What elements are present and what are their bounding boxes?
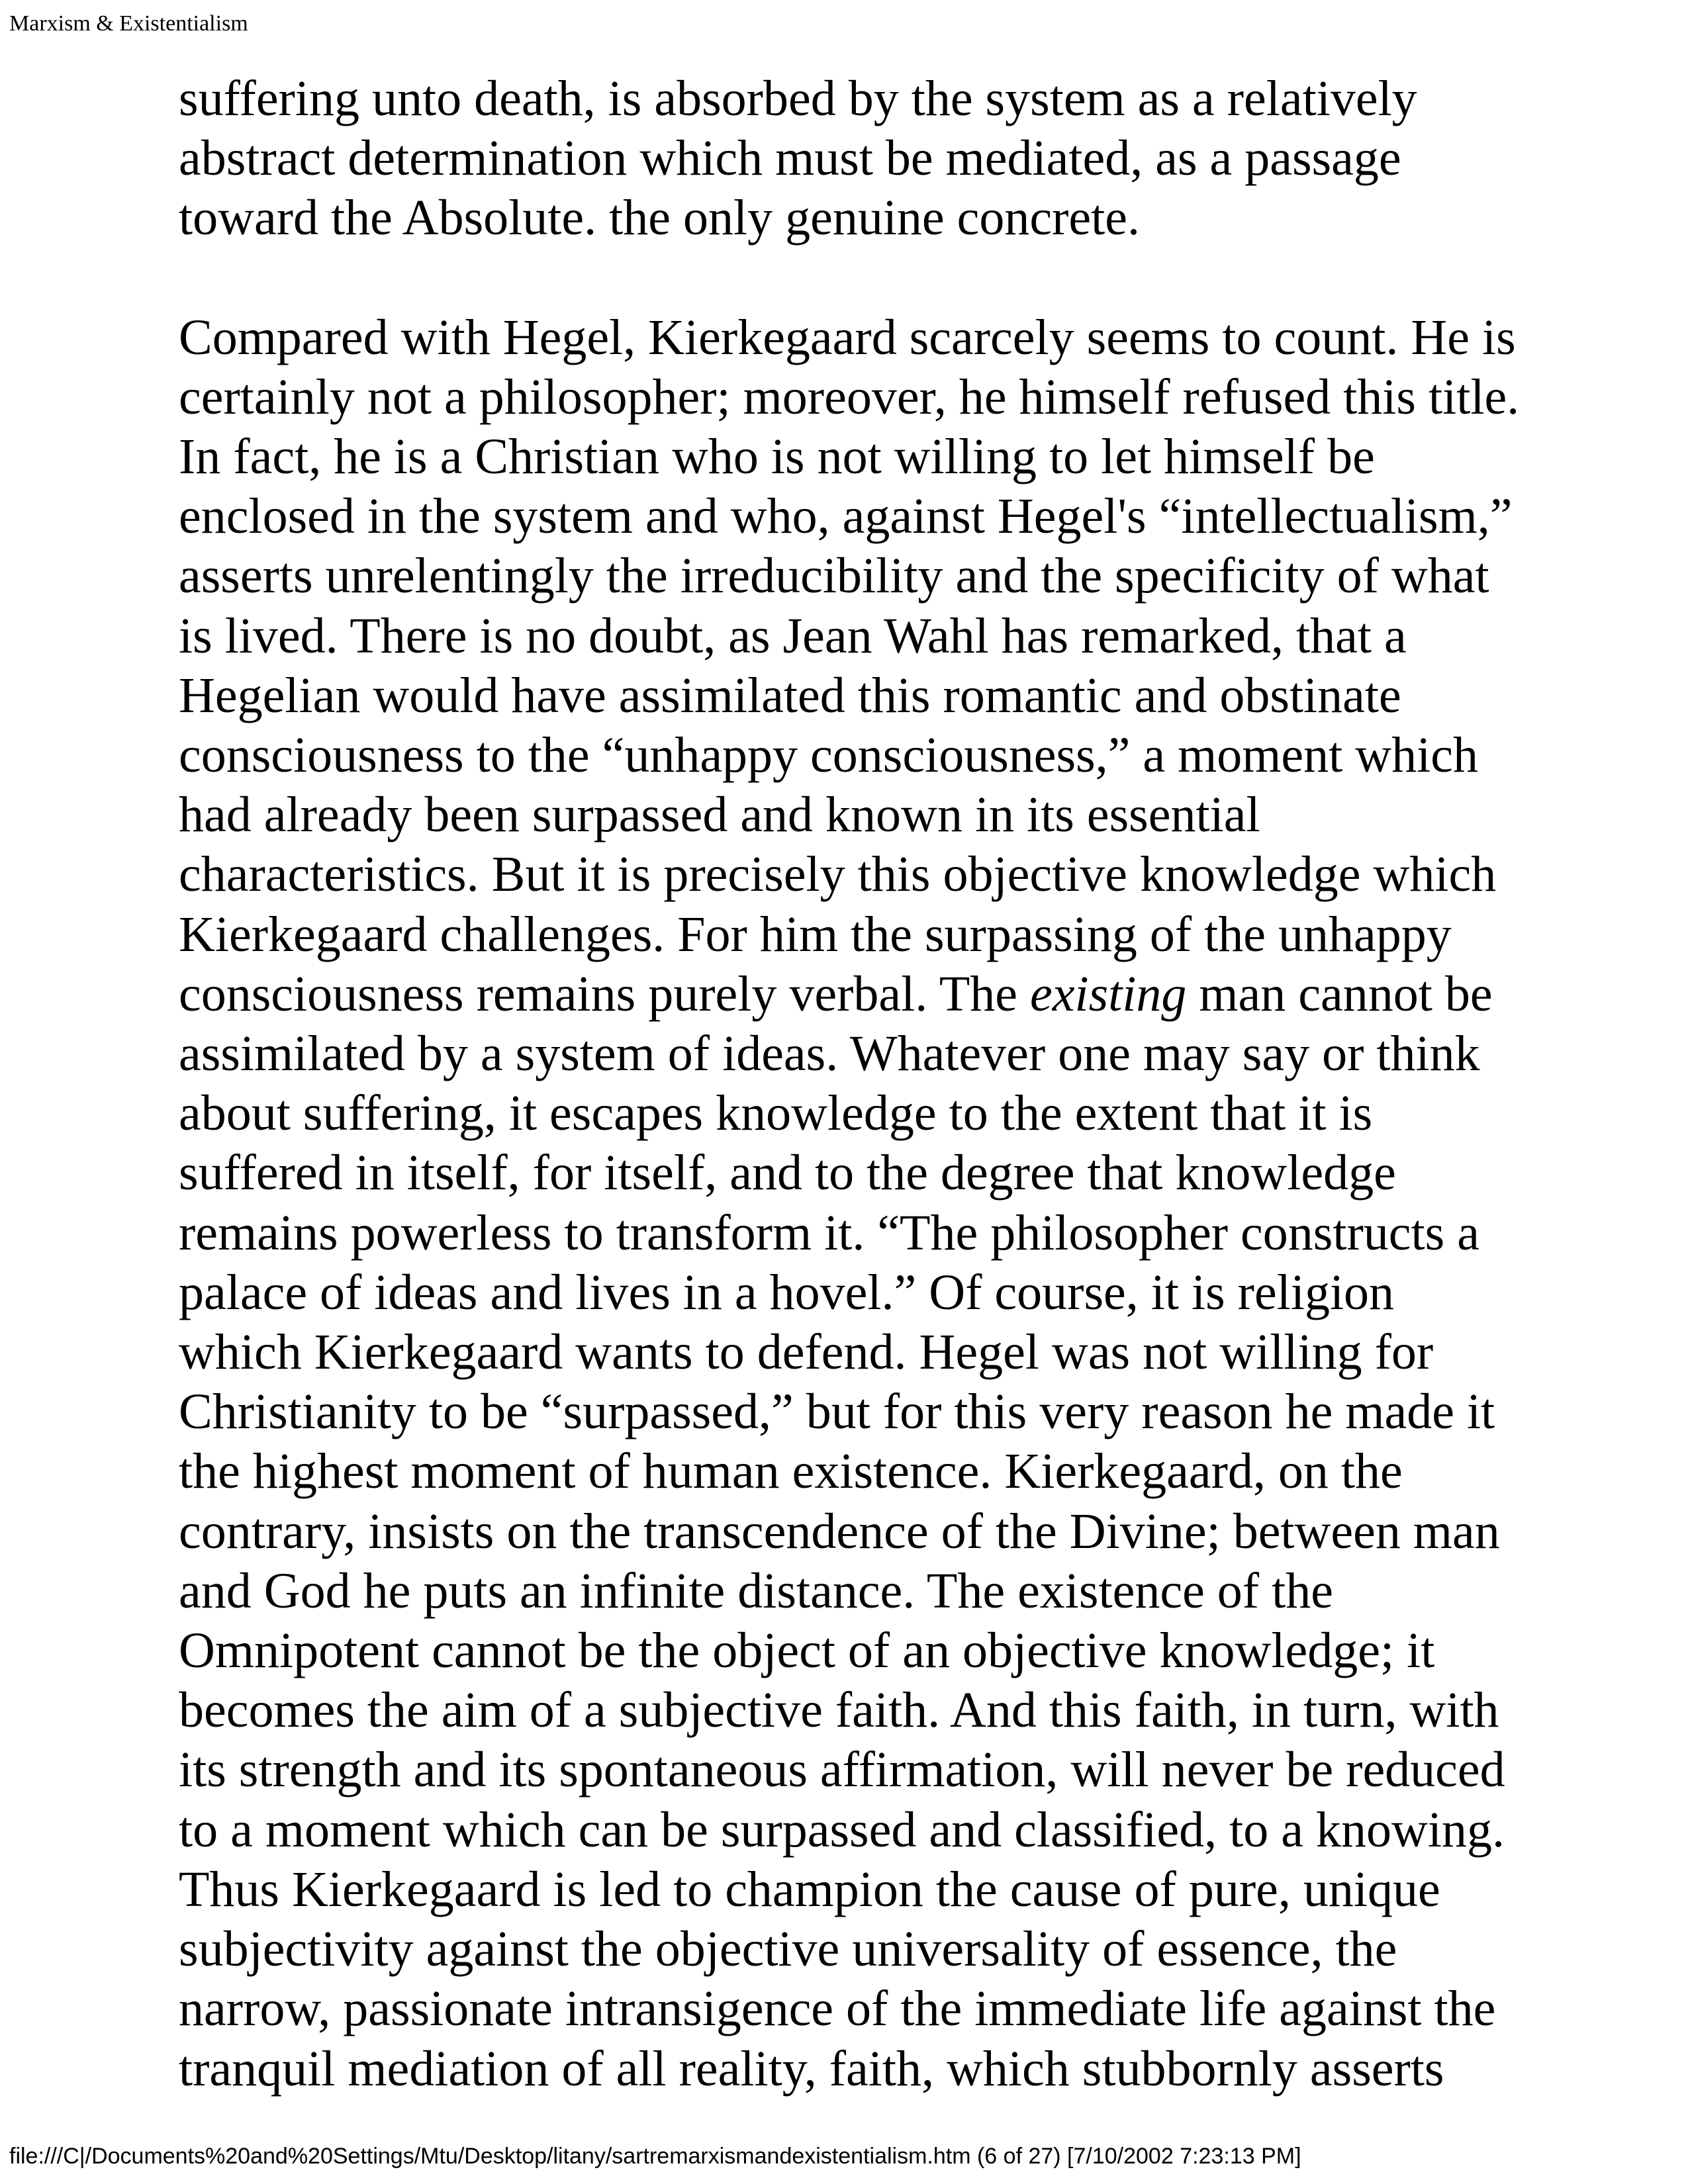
text-line: Christianity to be “surpassed,” but for this very reason he made it (179, 1384, 1495, 1440)
text-line: narrow, passionate intransigence of the immediate life against the (179, 1981, 1496, 2037)
text-segment: consciousness remains purely verbal. The (179, 966, 1031, 1022)
text-line: palace of ideas and lives in a hovel.” Of course, it is religion (179, 1264, 1395, 1320)
text-line: had already been surpassed and known in its essential (179, 787, 1260, 843)
text-line: toward the Absolute. the only genuine concrete. (179, 190, 1141, 246)
text-line: Kierkegaard challenges. For him the surpassing of the unhappy (179, 906, 1452, 962)
text-line: In fact, he is a Christian who is not willing to let himself be (179, 429, 1375, 485)
text-line: assimilated by a system of ideas. Whatever one may say or think (179, 1026, 1480, 1082)
text-line: tranquil mediation of all reality, faith, which stubbornly asserts (179, 2040, 1444, 2097)
text-line: certainly not a philosopher; moreover, he himself refused this title. (179, 369, 1520, 425)
paragraph-spacer (179, 248, 1529, 308)
text-line: consciousness to the “unhappy consciousness,” a moment which (179, 727, 1478, 784)
text-line: Omnipotent cannot be the object of an objective knowledge; it (179, 1623, 1435, 1679)
text-line: becomes the aim of a subjective faith. And this faith, in turn, with (179, 1682, 1499, 1739)
text-line: characteristics. But it is precisely this objective knowledge which (179, 846, 1497, 903)
text-line-with-italic (179, 964, 1529, 1024)
text-line: abstract determination which must be mediated, as a passage (179, 130, 1401, 187)
text-line: and God he puts an infinite distance. The existence of the (179, 1563, 1333, 1619)
text-line: to a moment which can be surpassed and classified, to a knowing. (179, 1801, 1505, 1858)
text-line: remains powerless to transform it. “The philosopher constructs a (179, 1205, 1479, 1261)
document-body (179, 69, 1529, 2099)
text-line: contrary, insists on the transcendence of the Divine; between man (179, 1503, 1500, 1559)
text-line: the highest moment of human existence. Kierkegaard, on the (179, 1443, 1403, 1500)
paragraph-1 (179, 69, 1529, 248)
text-segment: man cannot be (1186, 966, 1493, 1022)
text-line: suffered in itself, for itself, and to the degree that knowledge (179, 1145, 1396, 1201)
text-line: enclosed in the system and who, against Hegel's “intellectualism,” (179, 488, 1513, 545)
text-line: about suffering, it escapes knowledge to the extent that it is (179, 1085, 1373, 1142)
text-line: is lived. There is no doubt, as Jean Wahl has remarked, that a (179, 608, 1407, 664)
text-line: Thus Kierkegaard is led to champion the cause of pure, unique (179, 1861, 1440, 1917)
italic-word: existing (1030, 966, 1187, 1022)
text-line: suffering unto death, is absorbed by the system as a relatively (179, 71, 1417, 126)
text-line: which Kierkegaard wants to defend. Hegel was not willing for (179, 1324, 1434, 1381)
paragraph-2 (179, 308, 1529, 2099)
text-line: asserts unrelentingly the irreducibility and the specificity of what (179, 548, 1489, 604)
text-line: subjectivity against the objective universality of essence, the (179, 1921, 1397, 1978)
text-line: its strength and its spontaneous affirmation, will never be reduced (179, 1742, 1505, 1798)
text-line: Compared with Hegel, Kierkegaard scarcely seems to count. He is (179, 309, 1516, 365)
page-header-title: Marxism & Existentialism (9, 11, 248, 36)
text-line: Hegelian would have assimilated this romantic and obstinate (179, 667, 1401, 723)
page-footer-url: file:///C|/Documents%20and%20Settings/Mtu/Desktop/litany/sartremarxismandexistentialism.htm (6 of 27) [7/10/2002 7:23:13 PM] (9, 2144, 1301, 2169)
